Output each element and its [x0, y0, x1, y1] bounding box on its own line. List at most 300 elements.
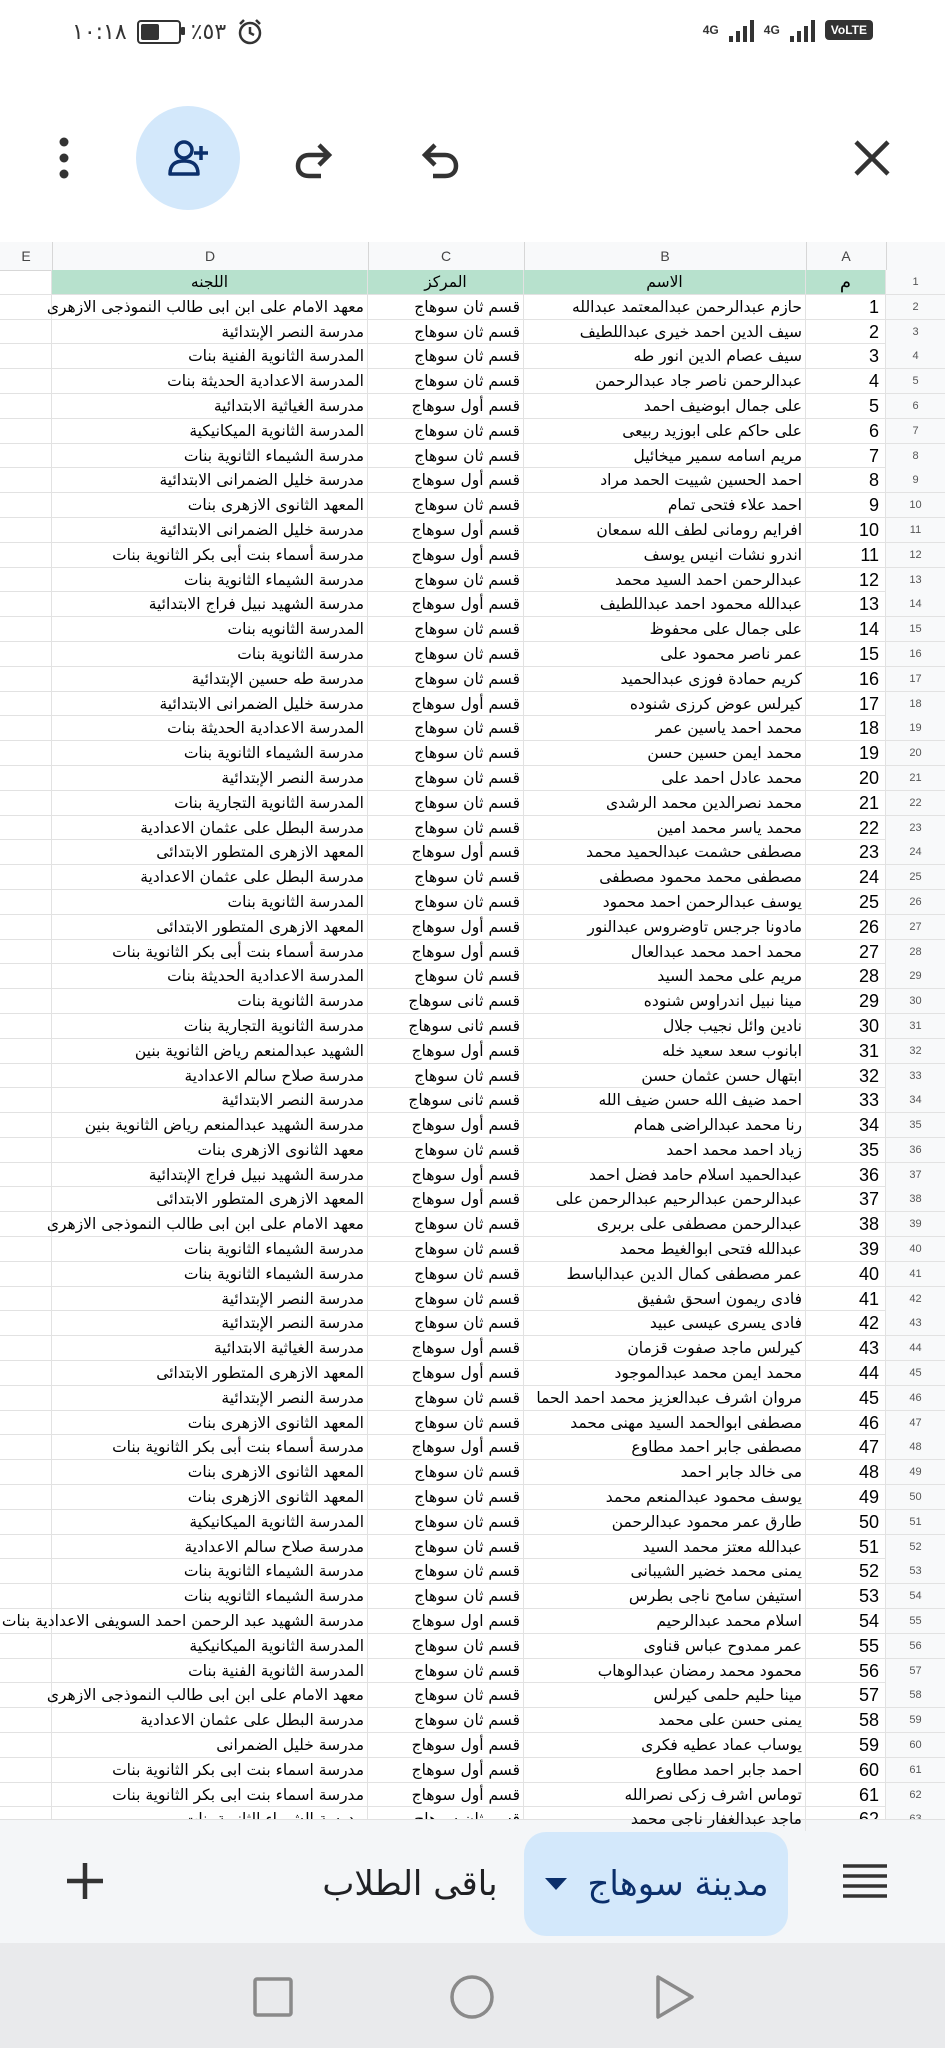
cell-center[interactable]: قسم ثان سوهاج: [368, 1262, 524, 1286]
cell-committee[interactable]: مدرسة النصر الإبتدائية: [52, 1386, 368, 1410]
row-number[interactable]: 27: [886, 915, 945, 939]
cell-serial[interactable]: 14: [806, 617, 886, 641]
cell-committee[interactable]: مدرسة أسماء بنت أبى بكر الثانوية بنات: [52, 543, 368, 567]
cell-serial[interactable]: 24: [806, 865, 886, 889]
cell-e[interactable]: [0, 1237, 52, 1261]
cell-serial[interactable]: 53: [806, 1584, 886, 1608]
cell-center[interactable]: قسم ثان سوهاج: [368, 1237, 524, 1261]
row-number[interactable]: 50: [886, 1485, 945, 1509]
cell-committee[interactable]: المدرسة الثانويه بنات: [52, 617, 368, 641]
cell-name[interactable]: زياد احمد محمد احمد: [524, 1138, 806, 1162]
cell-name[interactable]: محمد نصرالدين محمد الرشدى: [524, 791, 806, 815]
cell-serial[interactable]: 44: [806, 1361, 886, 1385]
row-number[interactable]: 13: [886, 568, 945, 592]
row-number[interactable]: 16: [886, 642, 945, 666]
row-number[interactable]: 34: [886, 1088, 945, 1112]
select-all-corner[interactable]: [886, 242, 945, 270]
cell-e[interactable]: [0, 1683, 52, 1707]
cell-e[interactable]: [0, 741, 52, 765]
cell-center[interactable]: قسم ثان سوهاج: [368, 1485, 524, 1509]
cell-e[interactable]: [0, 1758, 52, 1782]
cell-center[interactable]: قسم ثانى سوهاج: [368, 989, 524, 1013]
cell-name[interactable]: على جمال على محفوظ: [524, 617, 806, 641]
cell-center[interactable]: قسم ثان سوهاج: [368, 568, 524, 592]
cell-name[interactable]: عبدالرحمن مصطفى على بربرى: [524, 1212, 806, 1236]
cell-name[interactable]: محمد عادل احمد على: [524, 766, 806, 790]
cell-committee[interactable]: المدرسة الثانوية بنات: [52, 890, 368, 914]
cell-e[interactable]: [0, 1485, 52, 1509]
cell-e[interactable]: [0, 1187, 52, 1211]
cell-serial[interactable]: 4: [806, 369, 886, 393]
cell-name[interactable]: مريم اسامه سمير ميخائيل: [524, 444, 806, 468]
cell-e[interactable]: [0, 295, 52, 319]
cell-e[interactable]: [0, 369, 52, 393]
cell-committee[interactable]: معهد الامام على ابن ابى طالب النموذجى الازهرى: [52, 1683, 368, 1707]
spreadsheet-grid[interactable]: [0, 242, 945, 1829]
cell-serial[interactable]: 58: [806, 1708, 886, 1732]
cell-e[interactable]: [0, 1783, 52, 1807]
cell-center[interactable]: قسم ثان سوهاج: [368, 865, 524, 889]
cell-committee[interactable]: مدرسة الشيماء الثانويه بنات: [52, 1584, 368, 1608]
cell-center[interactable]: قسم أول سوهاج: [368, 592, 524, 616]
cell-e[interactable]: [0, 1361, 52, 1385]
row-number[interactable]: 54: [886, 1584, 945, 1608]
cell-serial[interactable]: 47: [806, 1435, 886, 1459]
cell-center[interactable]: قسم ثانى سوهاج: [368, 1088, 524, 1112]
cell-center[interactable]: قسم ثان سوهاج: [368, 369, 524, 393]
cell-e[interactable]: [0, 1460, 52, 1484]
cell[interactable]: [0, 270, 52, 294]
cell-center[interactable]: قسم ثان سوهاج: [368, 667, 524, 691]
cell-name[interactable]: فادى يسرى عيسى عبيد: [524, 1311, 806, 1335]
header-cell-committee[interactable]: اللجنه: [52, 270, 368, 294]
cell-serial[interactable]: 19: [806, 741, 886, 765]
cell-serial[interactable]: 25: [806, 890, 886, 914]
cell-serial[interactable]: 43: [806, 1336, 886, 1360]
cell-center[interactable]: قسم أول سوهاج: [368, 1783, 524, 1807]
cell-name[interactable]: افرايم رومانى لطف الله سمعان: [524, 518, 806, 542]
cell-center[interactable]: قسم ثان سوهاج: [368, 444, 524, 468]
row-number[interactable]: 39: [886, 1212, 945, 1236]
cell-committee[interactable]: المدرسة الاعدادية الحديثة بنات: [52, 964, 368, 988]
cell-name[interactable]: محمد ايمن محمد عبدالموجود: [524, 1361, 806, 1385]
cell-e[interactable]: [0, 1113, 52, 1137]
cell-center[interactable]: قسم أول سوهاج: [368, 1758, 524, 1782]
cell-e[interactable]: [0, 1411, 52, 1435]
row-number[interactable]: 20: [886, 741, 945, 765]
row-number[interactable]: 51: [886, 1510, 945, 1534]
cell-center[interactable]: قسم ثان سوهاج: [368, 493, 524, 517]
row-number[interactable]: 1: [886, 270, 945, 294]
caret-down-icon[interactable]: [543, 1876, 569, 1892]
row-number[interactable]: 15: [886, 617, 945, 641]
cell-serial[interactable]: 21: [806, 791, 886, 815]
cell-serial[interactable]: 26: [806, 915, 886, 939]
row-number[interactable]: 22: [886, 791, 945, 815]
cell-e[interactable]: [0, 989, 52, 1013]
column-header-a[interactable]: A: [806, 242, 887, 270]
cell-committee[interactable]: مدرسة النصر الإبتدائية: [52, 320, 368, 344]
cell-serial[interactable]: 8: [806, 468, 886, 492]
row-number[interactable]: 6: [886, 394, 945, 418]
cell-e[interactable]: [0, 518, 52, 542]
cell-name[interactable]: مينا حليم حلمى كيرلس: [524, 1683, 806, 1707]
cell-committee[interactable]: مدرسة الشيماء الثانوية بنات: [52, 1559, 368, 1583]
cell-serial[interactable]: 29: [806, 989, 886, 1013]
row-number[interactable]: 14: [886, 592, 945, 616]
cell-name[interactable]: محمد احمد محمد عبدالعال: [524, 940, 806, 964]
cell-committee[interactable]: مدرسة النصر الإبتدائية: [52, 1311, 368, 1335]
cell-serial[interactable]: 40: [806, 1262, 886, 1286]
cell-center[interactable]: قسم ثان سوهاج: [368, 890, 524, 914]
cell-serial[interactable]: 2: [806, 320, 886, 344]
cell-center[interactable]: قسم ثان سوهاج: [368, 642, 524, 666]
row-number[interactable]: 52: [886, 1535, 945, 1559]
row-number[interactable]: 37: [886, 1163, 945, 1187]
cell-name[interactable]: ماجد عبدالغفار ناجى محمد: [524, 1807, 806, 1831]
cell-e[interactable]: [0, 444, 52, 468]
share-button[interactable]: [136, 106, 240, 210]
cell-name[interactable]: سيف الدين احمد خيرى عبداللطيف: [524, 320, 806, 344]
cell-serial[interactable]: 48: [806, 1460, 886, 1484]
cell-committee[interactable]: مدرسة الثانوية بنات: [52, 989, 368, 1013]
cell-committee[interactable]: مدرسة اسماء بنت ابى بكر الثانوية بنات: [52, 1758, 368, 1782]
cell-committee[interactable]: المعهد الثانوى الازهرى بنات: [52, 1485, 368, 1509]
cell-serial[interactable]: 41: [806, 1287, 886, 1311]
cell-name[interactable]: نادين وائل نجيب جلال: [524, 1014, 806, 1038]
header-cell-serial[interactable]: م: [806, 270, 886, 294]
cell-name[interactable]: مى خالد جابر احمد: [524, 1460, 806, 1484]
row-number[interactable]: 62: [886, 1783, 945, 1807]
cell-serial[interactable]: 38: [806, 1212, 886, 1236]
cell-name[interactable]: عبدالرحمن ناصر جاد عبدالرحمن: [524, 369, 806, 393]
cell-name[interactable]: كيرلس ماجد صفوت قزمان: [524, 1336, 806, 1360]
cell-center[interactable]: قسم اول سوهاج: [368, 1609, 524, 1633]
cell-center[interactable]: قسم ثان سوهاج: [368, 617, 524, 641]
cell-name[interactable]: احمد علاء فتحى تمام: [524, 493, 806, 517]
cell-center[interactable]: قسم ثان سوهاج: [368, 1708, 524, 1732]
cell-name[interactable]: فادى ريمون اسحق شفيق: [524, 1287, 806, 1311]
cell-e[interactable]: [0, 890, 52, 914]
cell-center[interactable]: قسم ثان سوهاج: [368, 791, 524, 815]
cell-serial[interactable]: 37: [806, 1187, 886, 1211]
cell-center[interactable]: قسم أول سوهاج: [368, 1733, 524, 1757]
cell-e[interactable]: [0, 419, 52, 443]
cell-serial[interactable]: 55: [806, 1634, 886, 1658]
header-cell-center[interactable]: المركز: [368, 270, 524, 294]
cell-center[interactable]: قسم ثان سوهاج: [368, 766, 524, 790]
cell-center[interactable]: قسم ثان سوهاج: [368, 1386, 524, 1410]
cell-name[interactable]: اسلام محمد عبدالرحيم: [524, 1609, 806, 1633]
cell-committee[interactable]: مدرسة أسماء بنت أبى بكر الثانوية بنات: [52, 940, 368, 964]
cell-serial[interactable]: 36: [806, 1163, 886, 1187]
cell-serial[interactable]: 39: [806, 1237, 886, 1261]
cell-serial[interactable]: 49: [806, 1485, 886, 1509]
cell-name[interactable]: مروان اشرف عبدالعزيز محمد احمد الحما: [524, 1386, 806, 1410]
row-number[interactable]: 21: [886, 766, 945, 790]
row-number[interactable]: 9: [886, 468, 945, 492]
row-number[interactable]: 47: [886, 1411, 945, 1435]
row-number[interactable]: 17: [886, 667, 945, 691]
cell-committee[interactable]: مدرسة الغياثية الابتدائية: [52, 1336, 368, 1360]
cell-serial[interactable]: 56: [806, 1659, 886, 1683]
row-number[interactable]: 32: [886, 1039, 945, 1063]
cell-committee[interactable]: مدرسة النصر الابتدائية: [52, 1088, 368, 1112]
cell-center[interactable]: قسم ثان سوهاج: [368, 1510, 524, 1534]
cell-name[interactable]: طارق عمر محمود عبدالرحمن: [524, 1510, 806, 1534]
cell-serial[interactable]: 33: [806, 1088, 886, 1112]
cell-serial[interactable]: 1: [806, 295, 886, 319]
cell-serial[interactable]: 6: [806, 419, 886, 443]
cell-name[interactable]: عبدالله فتحى ابوالغيط محمد: [524, 1237, 806, 1261]
cell-e[interactable]: [0, 667, 52, 691]
row-number[interactable]: 10: [886, 493, 945, 517]
row-number[interactable]: 12: [886, 543, 945, 567]
cell-name[interactable]: احمد جابر احمد مطاوع: [524, 1758, 806, 1782]
cell-center[interactable]: قسم أول سوهاج: [368, 394, 524, 418]
cell-serial[interactable]: 10: [806, 518, 886, 542]
row-number[interactable]: 38: [886, 1187, 945, 1211]
cell-serial[interactable]: 27: [806, 940, 886, 964]
cell-name[interactable]: مصطفى جابر احمد مطاوع: [524, 1435, 806, 1459]
row-number[interactable]: 11: [886, 518, 945, 542]
cell-center[interactable]: قسم ثان سوهاج: [368, 1064, 524, 1088]
row-number[interactable]: 60: [886, 1733, 945, 1757]
cell-e[interactable]: [0, 642, 52, 666]
cell-serial[interactable]: 22: [806, 816, 886, 840]
row-number[interactable]: 23: [886, 816, 945, 840]
row-number[interactable]: 61: [886, 1758, 945, 1782]
row-number[interactable]: 48: [886, 1435, 945, 1459]
cell-committee[interactable]: مدرسة خليل الضمرانى: [52, 1733, 368, 1757]
cell-center[interactable]: قسم ثان سوهاج: [368, 1138, 524, 1162]
cell-name[interactable]: يوساب عماد عطيه فكرى: [524, 1733, 806, 1757]
cell-serial[interactable]: 31: [806, 1039, 886, 1063]
cell-committee[interactable]: مدرسة الشيماء الثانوية بنات: [52, 568, 368, 592]
cell-committee[interactable]: مدرسة طه حسين الإبتدائية: [52, 667, 368, 691]
row-number[interactable]: 5: [886, 369, 945, 393]
cell-e[interactable]: [0, 1014, 52, 1038]
header-cell-name[interactable]: الاسم: [524, 270, 806, 294]
cell-committee[interactable]: مدرسة الشيماء الثانوية بنات: [52, 1237, 368, 1261]
cell-serial[interactable]: 13: [806, 592, 886, 616]
cell-e[interactable]: [0, 1584, 52, 1608]
cell-committee[interactable]: مدرسة النصر الإبتدائية: [52, 1287, 368, 1311]
back-button[interactable]: [644, 1967, 704, 2027]
more-options-button[interactable]: [12, 106, 116, 210]
cell-committee[interactable]: مدرسة الشهيد نبيل فراج الإبتدائية: [52, 1163, 368, 1187]
cell-name[interactable]: احمد الحسين شييت الحمد مراد: [524, 468, 806, 492]
cell-committee[interactable]: مدرسة الشهيد عبد الرحمن احمد السويفى الاعدادية بنات: [52, 1609, 368, 1633]
cell-name[interactable]: عبدالرحمن احمد السيد محمد: [524, 568, 806, 592]
row-number[interactable]: 29: [886, 964, 945, 988]
row-number[interactable]: 24: [886, 840, 945, 864]
cell-committee[interactable]: مدرسة الشيماء الثانوية بنات: [52, 1262, 368, 1286]
cell-center[interactable]: قسم ثان سوهاج: [368, 295, 524, 319]
cell-center[interactable]: قسم أول سوهاج: [368, 1113, 524, 1137]
cell-name[interactable]: استيفن سامح ناجى بطرس: [524, 1584, 806, 1608]
cell-serial[interactable]: 32: [806, 1064, 886, 1088]
row-number[interactable]: 43: [886, 1311, 945, 1335]
cell-name[interactable]: مريم على محمد السيد: [524, 964, 806, 988]
cell-e[interactable]: [0, 1212, 52, 1236]
cell-committee[interactable]: مدرسة الثانوية التجارية بنات: [52, 1014, 368, 1038]
row-number[interactable]: 49: [886, 1460, 945, 1484]
cell-e[interactable]: [0, 543, 52, 567]
cell-name[interactable]: عبدالله معتز محمد السيد: [524, 1535, 806, 1559]
cell-committee[interactable]: مدرسة خليل الضمرانى الابتدائية: [52, 468, 368, 492]
cell-center[interactable]: قسم ثان سوهاج: [368, 964, 524, 988]
cell-e[interactable]: [0, 568, 52, 592]
sheet-tab-other[interactable]: [310, 1832, 510, 1936]
cell-center[interactable]: قسم ثان سوهاج: [368, 419, 524, 443]
cell-committee[interactable]: المعهد الثانوى الازهرى بنات: [52, 1460, 368, 1484]
cell-e[interactable]: [0, 617, 52, 641]
row-number[interactable]: 2: [886, 295, 945, 319]
cell-name[interactable]: احمد ضيف الله حسن ضيف الله: [524, 1088, 806, 1112]
cell-name[interactable]: رنا محمد عبدالراضى همام: [524, 1113, 806, 1137]
cell-serial[interactable]: 28: [806, 964, 886, 988]
cell-committee[interactable]: مدرسة الشهيد نبيل فراج الابتدائية: [52, 592, 368, 616]
cell-center[interactable]: قسم ثان سوهاج: [368, 741, 524, 765]
home-button[interactable]: [442, 1967, 502, 2027]
row-number[interactable]: 7: [886, 419, 945, 443]
cell-committee[interactable]: المدرسة الاعدادية الحديثة بنات: [52, 716, 368, 740]
cell-e[interactable]: [0, 964, 52, 988]
cell-e[interactable]: [0, 766, 52, 790]
cell-name[interactable]: مينا نبيل اندراوس شنوده: [524, 989, 806, 1013]
row-number[interactable]: 19: [886, 716, 945, 740]
cell-serial[interactable]: 46: [806, 1411, 886, 1435]
cell-committee[interactable]: المدرسة الثانوية الميكانيكية: [52, 419, 368, 443]
cell-name[interactable]: عمر مصطفى كمال الدين عبدالباسط: [524, 1262, 806, 1286]
cell-e[interactable]: [0, 1733, 52, 1757]
cell-committee[interactable]: مدرسة اسماء بنت ابى بكر الثانوية بنات: [52, 1783, 368, 1807]
cell-center[interactable]: قسم ثان سوهاج: [368, 320, 524, 344]
cell-center[interactable]: قسم ثان سوهاج: [368, 1634, 524, 1658]
cell-e[interactable]: [0, 468, 52, 492]
cell-e[interactable]: [0, 1262, 52, 1286]
cell-serial[interactable]: 59: [806, 1733, 886, 1757]
cell-e[interactable]: [0, 915, 52, 939]
row-number[interactable]: 31: [886, 1014, 945, 1038]
cell-committee[interactable]: المعهد الازهرى المتطور الابتدائى: [52, 915, 368, 939]
cell-e[interactable]: [0, 394, 52, 418]
cell-committee[interactable]: مدرسة البطل على عثمان الاعدادية: [52, 865, 368, 889]
cell-e[interactable]: [0, 865, 52, 889]
cell-center[interactable]: قسم أول سوهاج: [368, 1163, 524, 1187]
cell-e[interactable]: [0, 592, 52, 616]
cell-serial[interactable]: 5: [806, 394, 886, 418]
row-number[interactable]: 58: [886, 1683, 945, 1707]
cell-name[interactable]: يمنى محمد خضير الشيبانى: [524, 1559, 806, 1583]
row-number[interactable]: 30: [886, 989, 945, 1013]
row-number[interactable]: 3: [886, 320, 945, 344]
cell-serial[interactable]: 50: [806, 1510, 886, 1534]
cell-center[interactable]: قسم أول سوهاج: [368, 1435, 524, 1459]
cell-center[interactable]: قسم أول سوهاج: [368, 915, 524, 939]
cell-e[interactable]: [0, 692, 52, 716]
cell-e[interactable]: [0, 1708, 52, 1732]
cell-center[interactable]: قسم ثان سوهاج: [368, 344, 524, 368]
cell-center[interactable]: قسم ثان سوهاج: [368, 816, 524, 840]
cell-e[interactable]: [0, 320, 52, 344]
row-number[interactable]: 46: [886, 1386, 945, 1410]
cell-center[interactable]: قسم أول سوهاج: [368, 518, 524, 542]
cell-name[interactable]: حازم عبدالرحمن عبدالمعتمد عبدالله: [524, 295, 806, 319]
cell-center[interactable]: قسم ثان سوهاج: [368, 1212, 524, 1236]
row-number[interactable]: 8: [886, 444, 945, 468]
cell-name[interactable]: على جمال ابوضيف احمد: [524, 394, 806, 418]
cell-committee[interactable]: معهد الثانوى الازهرى بنات: [52, 1138, 368, 1162]
recents-button[interactable]: [243, 1967, 303, 2027]
add-sheet-button[interactable]: [50, 1846, 120, 1916]
cell-committee[interactable]: المعهد الازهرى المتطور الابتدائى: [52, 1187, 368, 1211]
cell-e[interactable]: [0, 1138, 52, 1162]
cell-name[interactable]: كريم حمادة فوزى عبدالحميد: [524, 667, 806, 691]
cell-serial[interactable]: 35: [806, 1138, 886, 1162]
cell-name[interactable]: عبدالله محمود احمد عبداللطيف: [524, 592, 806, 616]
cell-serial[interactable]: 3: [806, 344, 886, 368]
cell-name[interactable]: عمر ممدوح عباس قناوى: [524, 1634, 806, 1658]
cell-e[interactable]: [0, 1634, 52, 1658]
cell-name[interactable]: ابانوب سعد سعيد خله: [524, 1039, 806, 1063]
cell-center[interactable]: قسم ثان سوهاج: [368, 1311, 524, 1335]
cell-name[interactable]: كيرلس عوض كرزى شنوده: [524, 692, 806, 716]
cell-serial[interactable]: 18: [806, 716, 886, 740]
cell-center[interactable]: قسم ثان سوهاج: [368, 1287, 524, 1311]
row-number[interactable]: 55: [886, 1609, 945, 1633]
cell-serial[interactable]: 42: [806, 1311, 886, 1335]
row-number[interactable]: 4: [886, 344, 945, 368]
cell-e[interactable]: [0, 1088, 52, 1112]
cell-committee[interactable]: المدرسة الثانوية الميكانيكية: [52, 1634, 368, 1658]
cell-committee[interactable]: مدرسة الشيماء الثانوية بنات: [52, 741, 368, 765]
cell-committee[interactable]: المعهد الازهرى المتطور الابتدائى: [52, 1361, 368, 1385]
cell-name[interactable]: ابتهال حسن عثمان حسن: [524, 1064, 806, 1088]
cell-e[interactable]: [0, 1559, 52, 1583]
cell-center[interactable]: قسم أول سوهاج: [368, 692, 524, 716]
cell-e[interactable]: [0, 791, 52, 815]
cell-e[interactable]: [0, 1535, 52, 1559]
cell-serial[interactable]: 12: [806, 568, 886, 592]
cell-center[interactable]: قسم أول سوهاج: [368, 1361, 524, 1385]
cell-serial[interactable]: 60: [806, 1758, 886, 1782]
column-header-b[interactable]: B: [524, 242, 807, 270]
row-number[interactable]: 42: [886, 1287, 945, 1311]
cell-name[interactable]: يمنى حسن على محمد: [524, 1708, 806, 1732]
cell-serial[interactable]: 17: [806, 692, 886, 716]
cell-name[interactable]: مادونا جرجس تاوضروس عبدالنور: [524, 915, 806, 939]
cell-center[interactable]: قسم ثان سوهاج: [368, 1659, 524, 1683]
row-number[interactable]: 33: [886, 1064, 945, 1088]
cell-e[interactable]: [0, 1659, 52, 1683]
cell-serial[interactable]: 16: [806, 667, 886, 691]
row-number[interactable]: 28: [886, 940, 945, 964]
row-number[interactable]: 53: [886, 1559, 945, 1583]
cell-serial[interactable]: 34: [806, 1113, 886, 1137]
cell-center[interactable]: قسم ثان سوهاج: [368, 716, 524, 740]
cell-name[interactable]: محمد ايمن حسين حسن: [524, 741, 806, 765]
cell-name[interactable]: مصطفى محمد محمود مصطفى: [524, 865, 806, 889]
cell-center[interactable]: قسم ثان سوهاج: [368, 1683, 524, 1707]
cell-e[interactable]: [0, 816, 52, 840]
cell-serial[interactable]: 57: [806, 1683, 886, 1707]
cell-committee[interactable]: المعهد الازهرى المتطور الابتدائى: [52, 840, 368, 864]
cell-committee[interactable]: مدرسة الشيماء الثانوية بنات: [52, 444, 368, 468]
cell-serial[interactable]: 30: [806, 1014, 886, 1038]
cell-e[interactable]: [0, 1336, 52, 1360]
